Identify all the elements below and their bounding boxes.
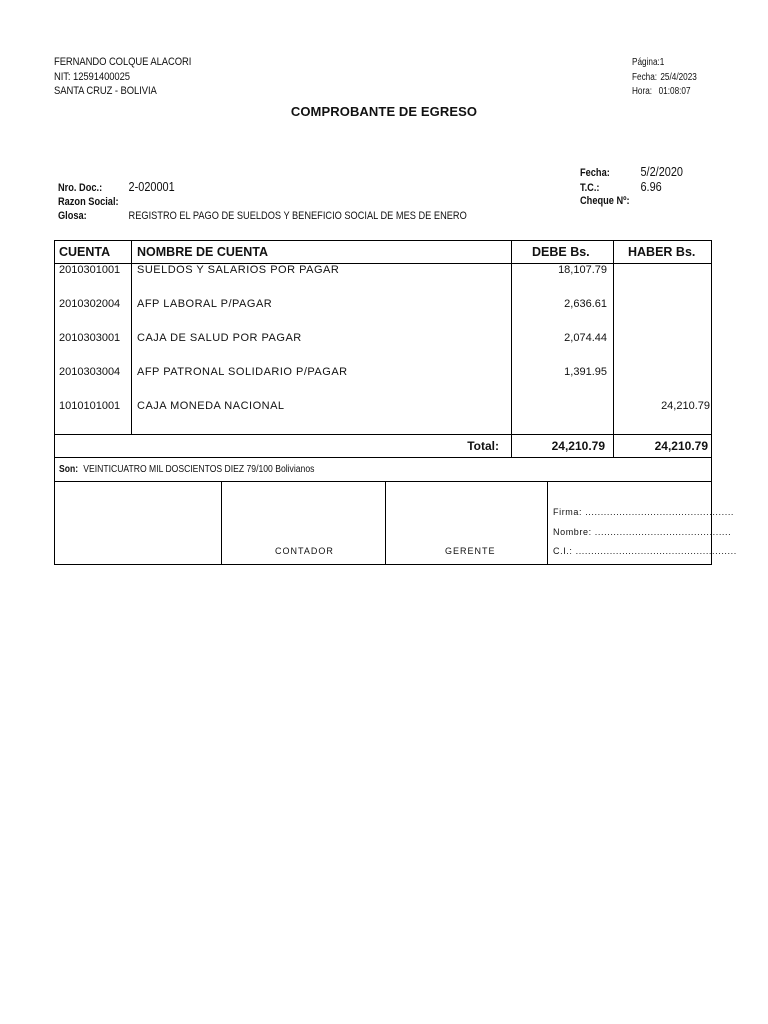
table-row	[55, 298, 713, 332]
doc-cheque-label: Cheque Nº:	[580, 195, 630, 207]
son-text: VEINTICUATRO MIL DOSCIENTOS DIEZ 79/100 Bolivianos	[83, 464, 315, 475]
signature-section	[55, 482, 737, 564]
signature-nombre: Nombre: ............................................	[553, 527, 732, 537]
signature-firma: Firma: ................................................	[553, 507, 735, 517]
row-debe: 1,391.95	[564, 366, 607, 378]
doc-fecha-value: 5/2/2020	[640, 164, 683, 179]
table-row	[55, 400, 713, 434]
row-debe: 18,107.79	[558, 264, 607, 276]
table-row	[55, 264, 713, 298]
col-divider	[613, 241, 614, 264]
signature-ci: C.I.: ....................................................	[553, 546, 737, 556]
print-time	[632, 85, 697, 100]
voucher-table	[54, 240, 737, 565]
col-divider	[131, 241, 132, 264]
header-cuenta: CUENTA	[59, 245, 111, 259]
col-divider	[547, 482, 548, 564]
doc-razon-label: Razon Social:	[58, 195, 119, 208]
row-cuenta: 2010303001	[59, 332, 121, 344]
doc-nro-label: Nro. Doc.:	[58, 182, 103, 194]
row-nombre: CAJA MONEDA NACIONAL	[137, 400, 285, 412]
col-divider	[221, 482, 222, 564]
row-nombre: CAJA DE SALUD POR PAGAR	[137, 332, 302, 344]
print-date-value: 25/4/2023	[660, 71, 697, 83]
amount-in-words	[55, 458, 711, 482]
row-debe: 2,074.44	[564, 332, 607, 344]
print-date	[632, 71, 697, 86]
total-debe: 24,210.79	[551, 439, 605, 453]
doc-info-right	[580, 165, 683, 209]
doc-tc-value: 6.96	[640, 178, 662, 194]
row-nombre: AFP PATRONAL SOLIDARIO P/PAGAR	[137, 366, 348, 378]
table-header	[55, 241, 711, 264]
table-row	[55, 332, 713, 366]
signature-contador: CONTADOR	[275, 546, 334, 556]
company-nit: NIT: 12591400025	[54, 70, 130, 83]
company-name: FERNANDO COLQUE ALACORI	[54, 56, 192, 68]
doc-fecha-label: Fecha:	[580, 167, 610, 179]
header-debe: DEBE Bs.	[532, 245, 590, 259]
doc-info-left	[58, 180, 467, 224]
doc-tc-label: T.C.:	[580, 181, 600, 194]
table-row	[55, 366, 713, 400]
row-cuenta: 2010303004	[59, 366, 121, 378]
total-label: Total:	[467, 439, 499, 453]
signature-gerente: GERENTE	[445, 546, 496, 556]
table-body	[55, 264, 711, 435]
doc-tc	[580, 180, 683, 195]
page-number: Página:1	[632, 57, 665, 68]
header-haber: HABER Bs.	[628, 245, 696, 259]
row-debe: 2,636.61	[564, 298, 607, 310]
row-cuenta: 2010302004	[59, 298, 121, 310]
print-time-value: 01:08:07	[658, 86, 691, 97]
col-divider	[511, 241, 512, 264]
doc-cheque	[580, 194, 683, 209]
print-date-label: Fecha:	[632, 71, 658, 83]
col-divider	[511, 435, 512, 458]
col-divider	[613, 435, 614, 458]
header-nombre: NOMBRE DE CUENTA	[137, 245, 269, 259]
doc-glosa-label: Glosa:	[58, 210, 87, 222]
doc-fecha	[580, 165, 683, 180]
row-haber: 24,210.79	[661, 400, 710, 412]
doc-glosa-value: REGISTRO EL PAGO DE SUELDOS Y BENEFICIO SOCIAL DE MES DE ENERO	[128, 210, 467, 222]
doc-nro-value: 2-020001	[128, 179, 175, 194]
doc-razon	[58, 195, 467, 210]
son-label: Son:	[59, 464, 79, 475]
page-title: COMPROBANTE DE EGRESO	[290, 104, 478, 119]
print-meta	[632, 56, 697, 100]
doc-nro	[58, 180, 467, 195]
row-nombre: AFP LABORAL P/PAGAR	[137, 298, 273, 310]
col-divider	[385, 482, 386, 564]
row-cuenta: 1010101001	[59, 400, 121, 412]
company-location: SANTA CRUZ - BOLIVIA	[54, 85, 157, 97]
total-haber: 24,210.79	[654, 439, 708, 453]
table-total-row	[55, 435, 711, 458]
company-info	[54, 55, 191, 99]
row-cuenta: 2010301001	[59, 264, 121, 276]
doc-glosa	[58, 209, 467, 224]
row-nombre: SUELDOS Y SALARIOS POR PAGAR	[137, 264, 340, 276]
print-time-label: Hora:	[632, 86, 653, 97]
